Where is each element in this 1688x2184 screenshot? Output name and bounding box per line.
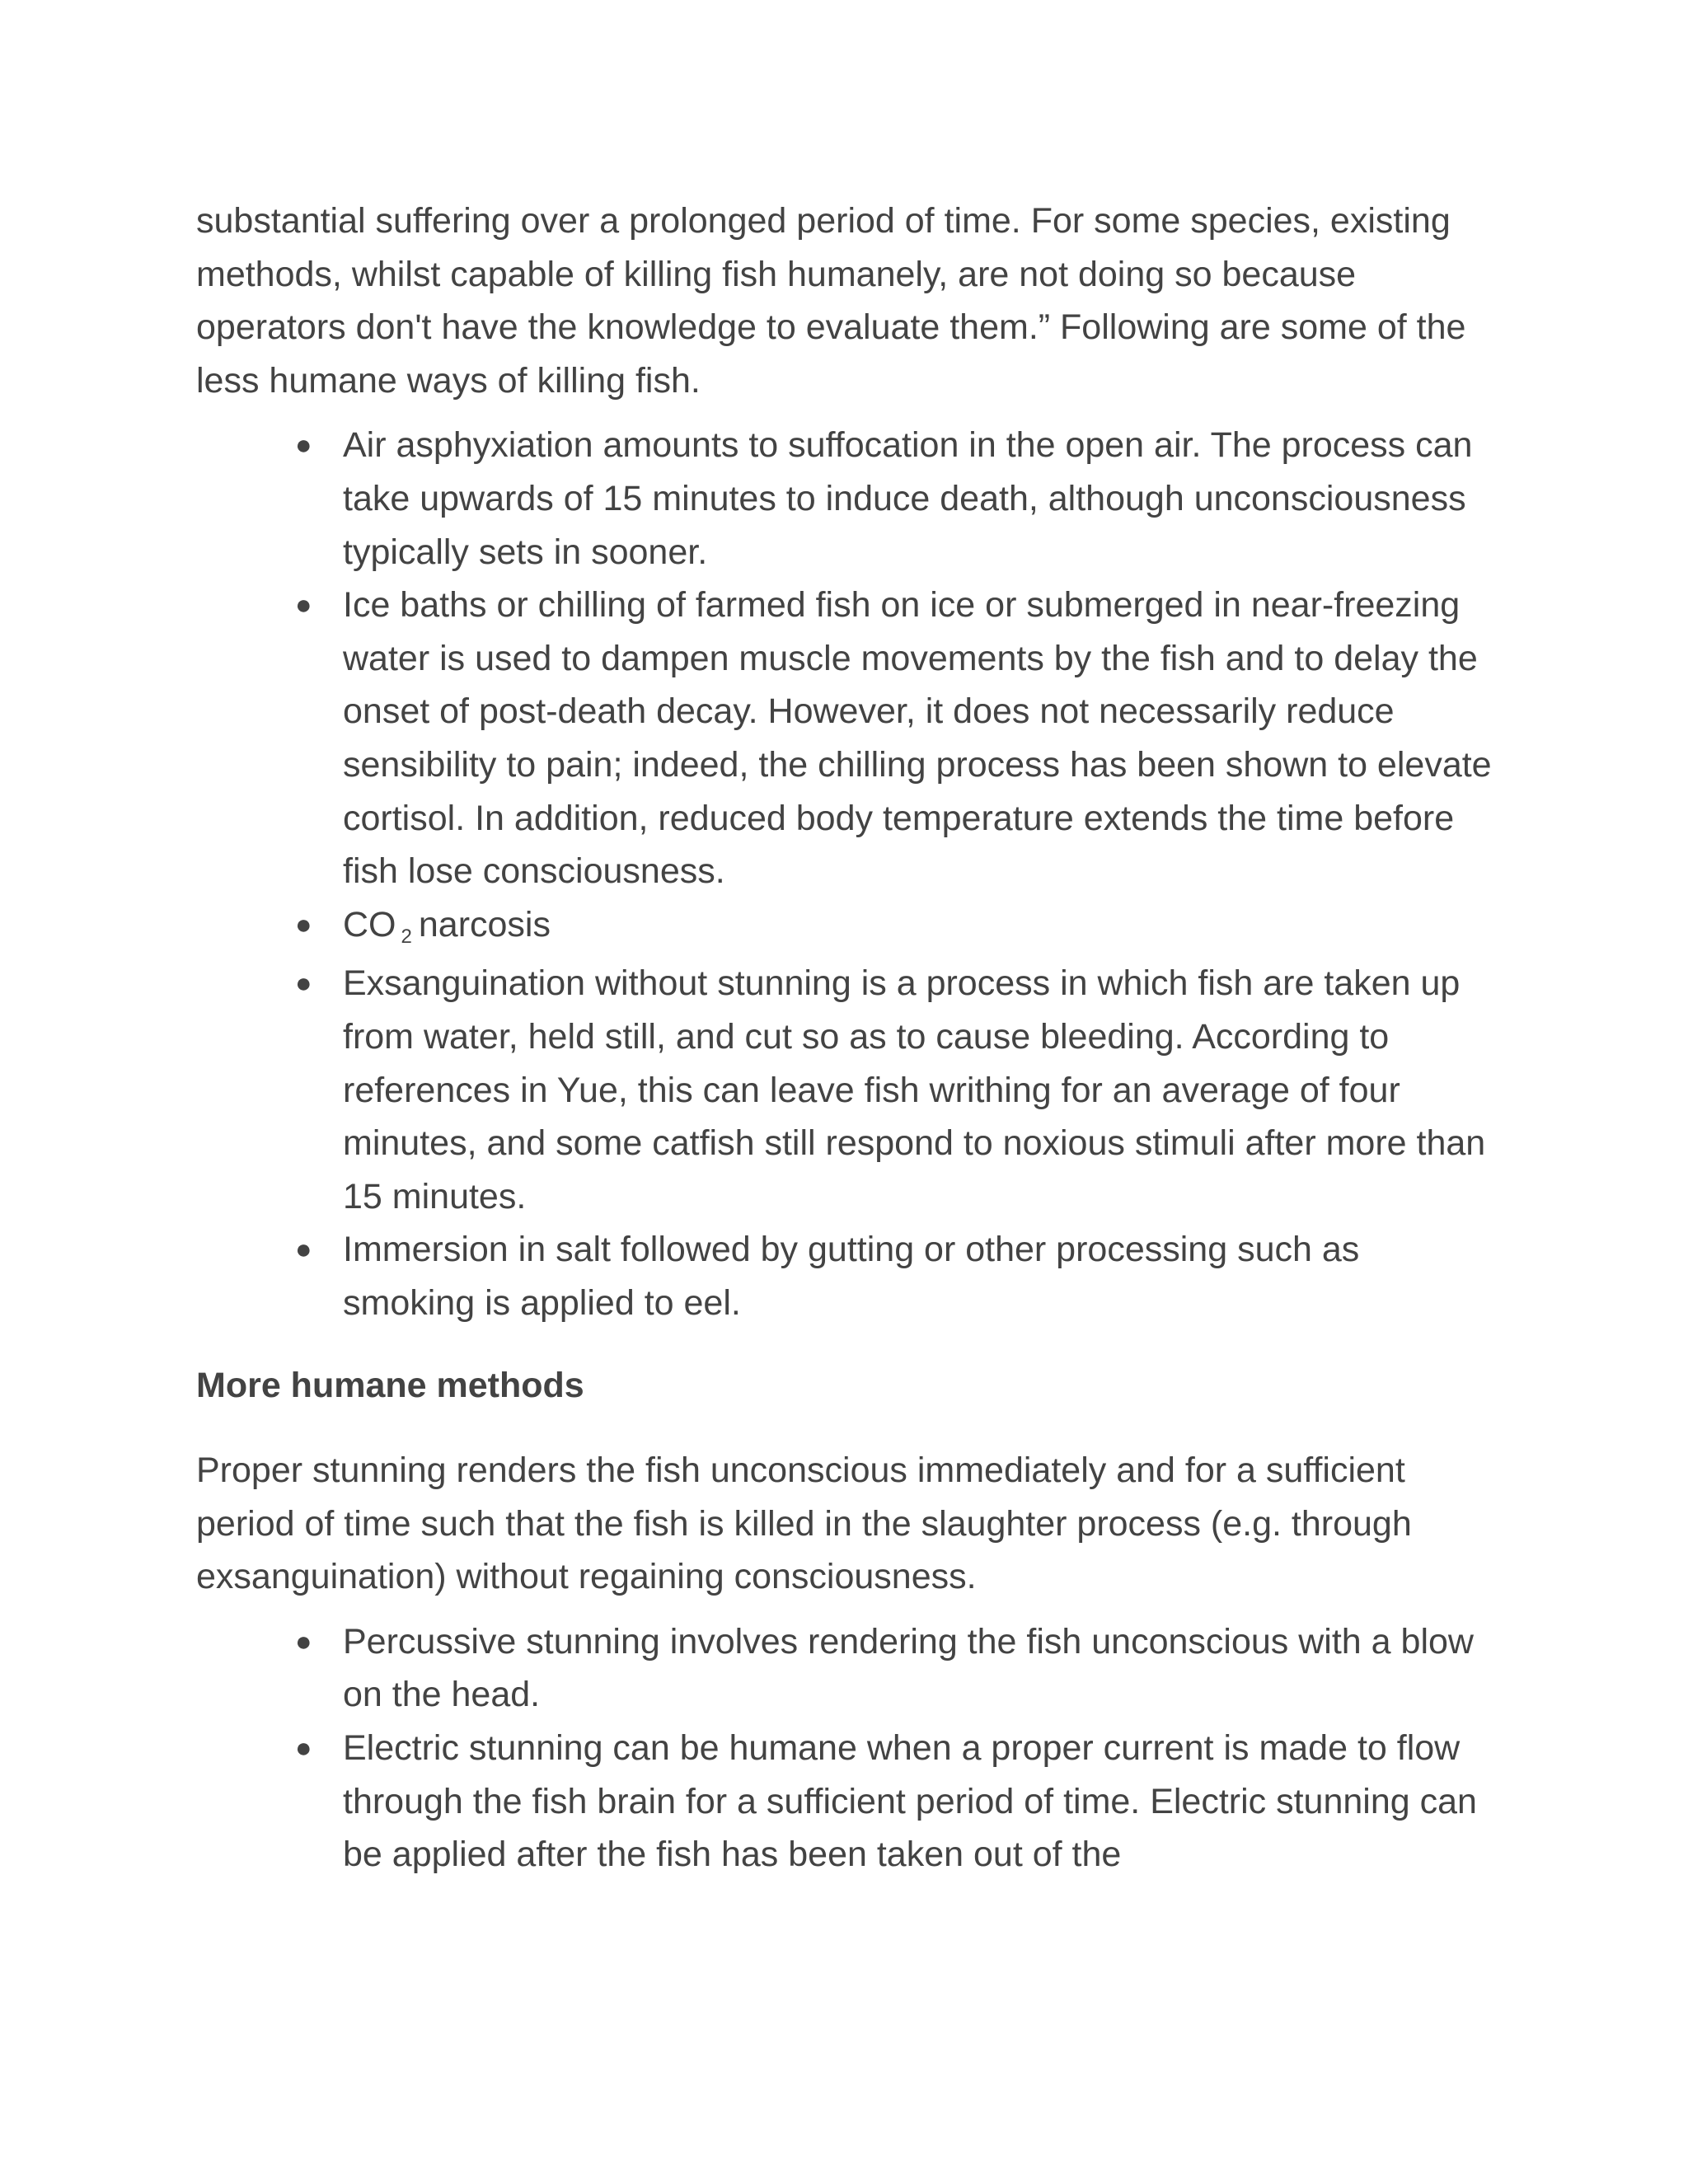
document-page	[196, 194, 1498, 1882]
bullet-icon: ●	[295, 1732, 312, 1765]
less-humane-methods-list	[196, 419, 1498, 1329]
list-item-text-prefix: CO	[343, 904, 396, 944]
bullet-icon: ●	[295, 1625, 312, 1657]
list-item-text: Immersion in salt followed by gutting or other processing such as smoking is applied to eel.	[343, 1230, 1360, 1323]
bullet-icon: ●	[295, 908, 312, 940]
bullet-icon: ●	[295, 589, 312, 621]
bullet-icon: ●	[295, 1234, 312, 1266]
list-item-exsanguination	[295, 957, 1498, 1223]
bullet-icon: ●	[295, 429, 312, 462]
list-item-text: Percussive stunning involves rendering the fish unconscious with a blow on the head.	[343, 1621, 1474, 1715]
list-item-salt-immersion	[295, 1223, 1498, 1329]
list-item-text: Exsanguination without stunning is a process in which fish are taken up from water, held still, and cut so as to cause bleeding. According to references in Yue, this can leave fish writhing for an average of four minutes, and some catfish still respond to noxious stimuli after more than 15 minutes.	[343, 963, 1486, 1216]
list-item-electric-stunning	[295, 1722, 1498, 1882]
list-item-text: Electric stunning can be humane when a proper current is made to flow through the fish brain for a sufficient period of time. Electric stunning can be applied after the fish has been taken out of the	[343, 1728, 1477, 1875]
list-item-co2-narcosis	[295, 898, 1498, 958]
list-item-text: Ice baths or chilling of farmed fish on ice or submerged in near-freezing water is used to dampen muscle movements by the fish and to delay the onset of post-death decay. However, it does not necessarily reduce sensibility to pain; indeed, the chilling process has been shown to elevate cortisol. In addition, reduced body temperature extends the time before fish lose consciousness.	[343, 585, 1492, 892]
list-item-text: Air asphyxiation amounts to suffocation in the open air. The process can take upwards of 15 minutes to induce death, although unconsciousness typically sets in sooner.	[343, 425, 1473, 572]
more-humane-methods-list	[196, 1615, 1498, 1882]
list-item-percussive-stunning	[295, 1615, 1498, 1722]
subscript-2: 2	[401, 925, 412, 948]
list-item-air-asphyxiation	[295, 419, 1498, 579]
section-heading: More humane methods	[196, 1366, 584, 1406]
bullet-icon: ●	[295, 968, 312, 1000]
intro-paragraph: substantial suffering over a prolonged period of time. For some species, existing methods, whilst capable of killing fish humanely, are not doing so because operators don't have the knowledge to evaluate them.” Following are some of the less humane ways of killing fish.	[196, 201, 1466, 401]
humane-paragraph: Proper stunning renders the fish unconscious immediately and for a sufficient period of time such that the fish is killed in the slaughter process (e.g. through exsanguination) without regaining consciousness.	[196, 1451, 1412, 1597]
list-item-text-suffix: narcosis	[418, 904, 551, 944]
list-item-ice-baths	[295, 579, 1498, 898]
